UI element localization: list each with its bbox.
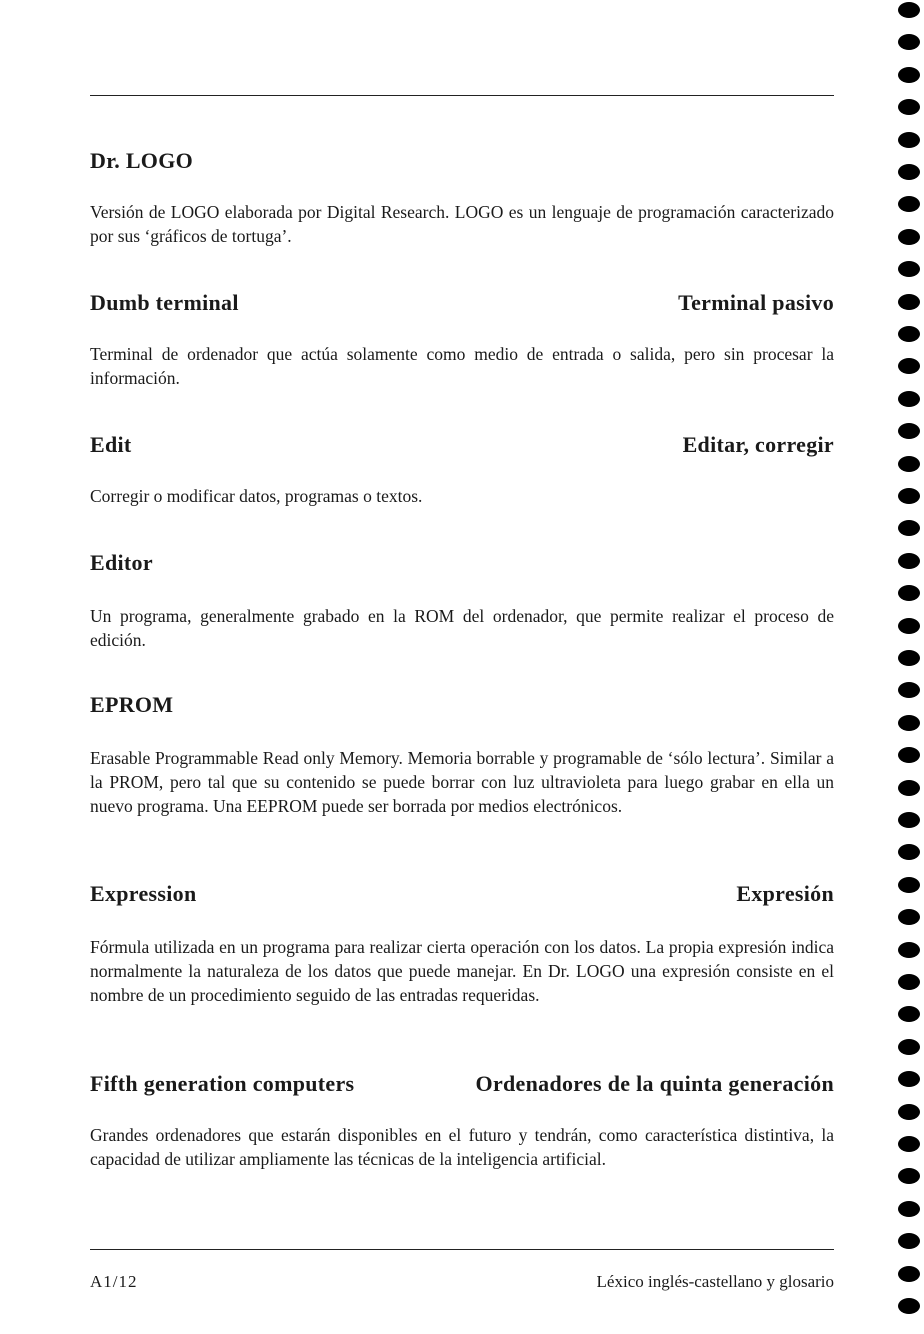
bottom-rule	[90, 1249, 834, 1250]
binding-hole	[898, 877, 920, 893]
binding-hole	[898, 358, 920, 374]
binding-hole	[898, 1233, 920, 1249]
binding-hole	[898, 1006, 920, 1022]
binding-hole	[898, 1201, 920, 1217]
binding-hole	[898, 99, 920, 115]
binding-hole	[898, 747, 920, 763]
binding-hole	[898, 942, 920, 958]
binding-hole	[898, 2, 920, 18]
binding-hole	[898, 1039, 920, 1055]
binding-hole	[898, 1104, 920, 1120]
binding-hole	[898, 780, 920, 796]
binding-hole	[898, 294, 920, 310]
binding-hole	[898, 1136, 920, 1152]
entry-translation: Editar, corregir	[682, 432, 834, 457]
binding-hole	[898, 164, 920, 180]
footer-section-title: Léxico inglés-castellano y glosario	[596, 1272, 834, 1291]
binding-hole	[898, 585, 920, 601]
binding-holes	[898, 0, 924, 1334]
binding-hole	[898, 553, 920, 569]
entry-definition: Terminal de ordenador que actúa solamente como medio de entrada o salida, pero sin procesar la información.	[90, 344, 834, 388]
entry-translation: Expresión	[736, 881, 834, 906]
entry-definition: Fórmula utilizada en un programa para realizar cierta operación con los datos. La propia expresión indica normalmente la naturaleza de los datos que puede manejar. En Dr. LOGO una expresión consiste en el nombre de un procedimiento seguido de las entradas requeridas.	[90, 937, 834, 1005]
top-rule	[90, 95, 834, 96]
binding-hole	[898, 682, 920, 698]
entry-term: Dr. LOGO	[90, 148, 194, 173]
binding-hole	[898, 618, 920, 634]
binding-hole	[898, 650, 920, 666]
binding-hole	[898, 974, 920, 990]
binding-hole	[898, 456, 920, 472]
entry-definition: Un programa, generalmente grabado en la ROM del ordenador, que permite realizar el proceso de edición.	[90, 606, 834, 650]
page-number: A1/12	[90, 1272, 138, 1291]
binding-hole	[898, 132, 920, 148]
entry-definition: Erasable Programmable Read only Memory. Memoria borrable y programable de ‘sólo lectura’. Similar a la PROM, pero tal que su contenido se puede borrar con luz ultravioleta para luego grabar en ella un nuevo programa. Una EEPROM puede ser borrada por medios electrónicos.	[90, 748, 834, 816]
binding-hole	[898, 196, 920, 212]
binding-hole	[898, 391, 920, 407]
entry-term: Edit	[90, 432, 132, 457]
binding-hole	[898, 423, 920, 439]
binding-hole	[898, 326, 920, 342]
glossary-entry	[90, 550, 834, 652]
binding-hole	[898, 812, 920, 828]
binding-hole	[898, 844, 920, 860]
binding-hole	[898, 909, 920, 925]
entry-definition: Grandes ordenadores que estarán disponibles en el futuro y tendrán, como característica distintiva, la capacidad de utilizar ampliamente las técnicas de la inteligencia artificial.	[90, 1125, 834, 1169]
binding-hole	[898, 715, 920, 731]
binding-hole	[898, 1266, 920, 1282]
entry-definition: Corregir o modificar datos, programas o textos.	[90, 486, 423, 506]
binding-hole	[898, 488, 920, 504]
glossary-entry	[90, 148, 834, 248]
binding-hole	[898, 34, 920, 50]
entry-term: Expression	[90, 881, 197, 906]
binding-hole	[898, 229, 920, 245]
glossary-entry	[90, 1071, 834, 1171]
binding-hole	[898, 520, 920, 536]
binding-hole	[898, 1071, 920, 1087]
entry-term: Dumb terminal	[90, 290, 239, 315]
glossary-entry	[90, 290, 834, 390]
entry-term: EPROM	[90, 692, 174, 717]
entry-translation: Ordenadores de la quinta generación	[475, 1071, 834, 1096]
glossary-entry	[90, 692, 834, 818]
glossary-entry	[90, 432, 834, 508]
binding-hole	[898, 67, 920, 83]
entry-term: Editor	[90, 550, 153, 575]
entry-definition: Versión de LOGO elaborada por Digital Research. LOGO es un lenguaje de programación caracterizado por sus ‘gráficos de tortuga’.	[90, 202, 834, 246]
binding-hole	[898, 1298, 920, 1314]
binding-hole	[898, 1168, 920, 1184]
binding-hole	[898, 261, 920, 277]
glossary-entry	[90, 881, 834, 1007]
entry-translation: Terminal pasivo	[678, 290, 834, 315]
entry-term: Fifth generation computers	[90, 1071, 355, 1096]
